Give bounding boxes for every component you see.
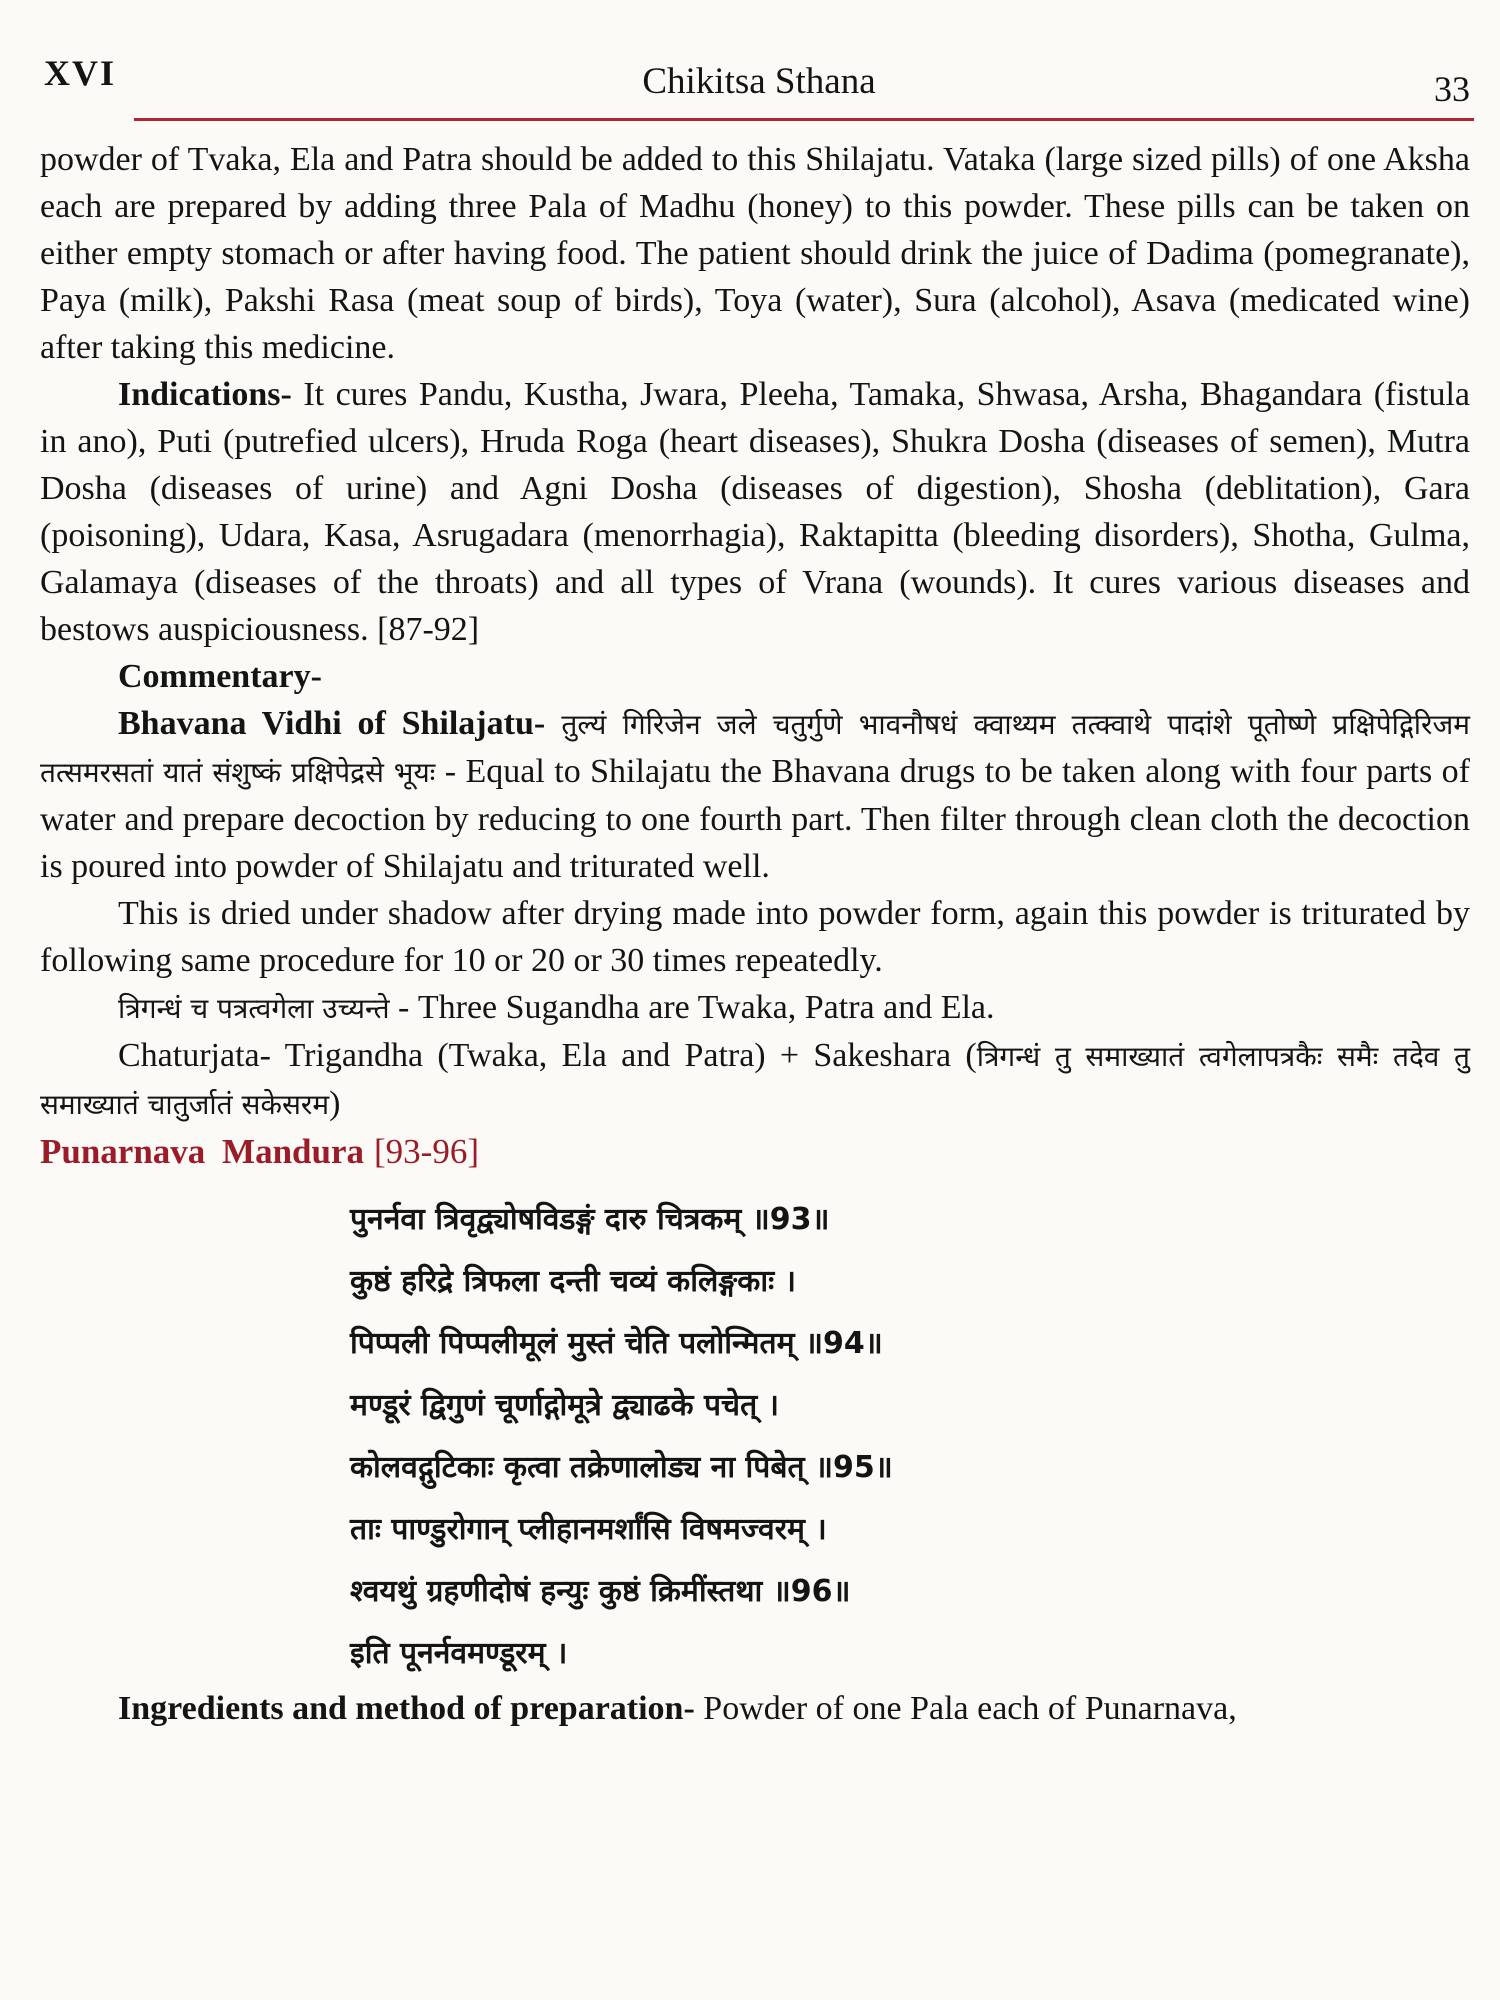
bhavana-english: - Equal to Shilajatu the Bhavana drugs to be taken along with four parts of water and prepare decoction by reducing to one fourth part. Then filter through clean cloth the decoction is poured into powder of Shilajatu and triturated well. [40, 753, 1470, 885]
paragraph-trigandha [40, 984, 1470, 1032]
chaturjata-close: ) [329, 1085, 341, 1122]
ingredients-text: Powder of one Pala each of Punarnava, [694, 1690, 1237, 1727]
indications-label: Indications- [118, 376, 292, 413]
paragraph-indications [40, 371, 1470, 653]
bhavana-label: Bhavana Vidhi of Shilajatu- [118, 705, 546, 742]
verse-line: ताः पाण्डुरोगान् प्लीहानमर्शांसि विषमज्वरम् । [350, 1512, 827, 1547]
section-verse-range: [93-96] [374, 1132, 479, 1171]
page-number: 33 [1434, 69, 1470, 109]
verse-line: कुष्ठं हरिद्रे त्रिफला दन्ती चव्यं कलिङ्गकाः । [350, 1264, 796, 1299]
running-title: Chikitsa Sthana [642, 61, 876, 102]
verse-line: इति पूनर्नवमण्डूरम् । [350, 1636, 568, 1671]
chapter-number: XVI [44, 53, 117, 93]
trigandha-sanskrit: त्रिगन्धं च पत्रत्वगेला उच्यन्ते [118, 992, 390, 1025]
paragraph-drying: This is dried under shadow after drying made into powder form, again this powder is triturated by following same procedure for 10 or 20 or 30 times repeatedly. [40, 895, 1470, 979]
ingredients-label: Ingredients and method of preparation- [118, 1690, 695, 1727]
paragraph-bhavana [40, 700, 1470, 890]
verse-line: मण्डूरं द्विगुणं चूर्णाद्गोमूत्रे द्व्याढके पचेत् । [350, 1388, 779, 1423]
trigandha-english: - Three Sugandha are Twaka, Patra and Ela. [389, 989, 995, 1026]
paragraph-ingredients [40, 1685, 1470, 1732]
bhavana-sanskrit: तुल्यं गिरिजेन जले चतुर्गुणे भावनौषधं क्वाथ्यम तत्क्वाथे पादांशे पूतोष्णे प्रक्षिपेद्गिरिजम तत्समरसतां यातं संशुष्कं प्रक्षिपेद्रसे भूयः [40, 708, 1470, 789]
paragraph-preparation: powder of Tvaka, Ela and Patra should be added to this Shilajatu. Vataka (large sized pills) of one Aksha each are prepared by adding three Pala of Madhu (honey) to this powder. These pills can be taken on either empty stomach or after having food. The patient should drink the juice of Dadima (pomegranate), Paya (milk), Pakshi Rasa (meat soup of birds), Toya (water), Sura (alcohol), Asava (medicated wine) after taking this medicine. [40, 141, 1470, 366]
verse-line: कोलवद्गुटिकाः कृत्वा तक्रेणालोड्य ना पिबेत् ॥95॥ [350, 1450, 893, 1485]
verse-line: श्वयथुं ग्रहणीदोषं हन्युः कुष्ठं क्रिमींस्तथा ॥96॥ [350, 1574, 851, 1609]
section-title-text: Punarnava Mandura [40, 1132, 365, 1171]
indications-text: It cures Pandu, Kustha, Jwara, Pleeha, Tamaka, Shwasa, Arsha, Bhagandara (fistula in ano), Puti (putrefied ulcers), Hruda Roga (heart diseases), Shukra Dosha (diseases of semen), Mutra Dosha (diseases of urine) and Agni Dosha (diseases of digestion), Shosha (deblitation), Gara (poisoning), Udara, Kasa, Asrugadara (menorrhagia), Raktapitta (bleeding disorders), Shotha, Gulma, Galamaya (diseases of the throats) and all types of Vrana (wounds). It cures various diseases and bestows auspiciousness. [87-92] [40, 376, 1470, 648]
commentary-heading: Commentary- [118, 658, 322, 695]
page-body [40, 136, 1470, 1732]
paragraph-chaturjata [40, 1032, 1470, 1128]
header-rule [134, 118, 1474, 121]
chaturjata-english: Chaturjata- Trigandha (Twaka, Ela and Patra) + Sakeshara ( [118, 1037, 977, 1074]
page-header [44, 52, 1474, 122]
verse-line: पुनर्नवा त्रिवृद्व्योषविडङ्गं दारु चित्रकम् ॥93॥ [350, 1202, 830, 1237]
section-title [40, 1128, 1470, 1175]
verse-line: पिप्पली पिप्पलीमूलं मुस्तं चेति पलोन्मितम् ॥94॥ [350, 1326, 883, 1361]
sanskrit-verses [350, 1189, 1470, 1685]
chaturjata-sanskrit: त्रिगन्धं तु समाख्यातं त्वगेलापत्रकैः समैः तदेव तु समाख्यातं चातुर्जातं सकेसरम [40, 1040, 1470, 1121]
